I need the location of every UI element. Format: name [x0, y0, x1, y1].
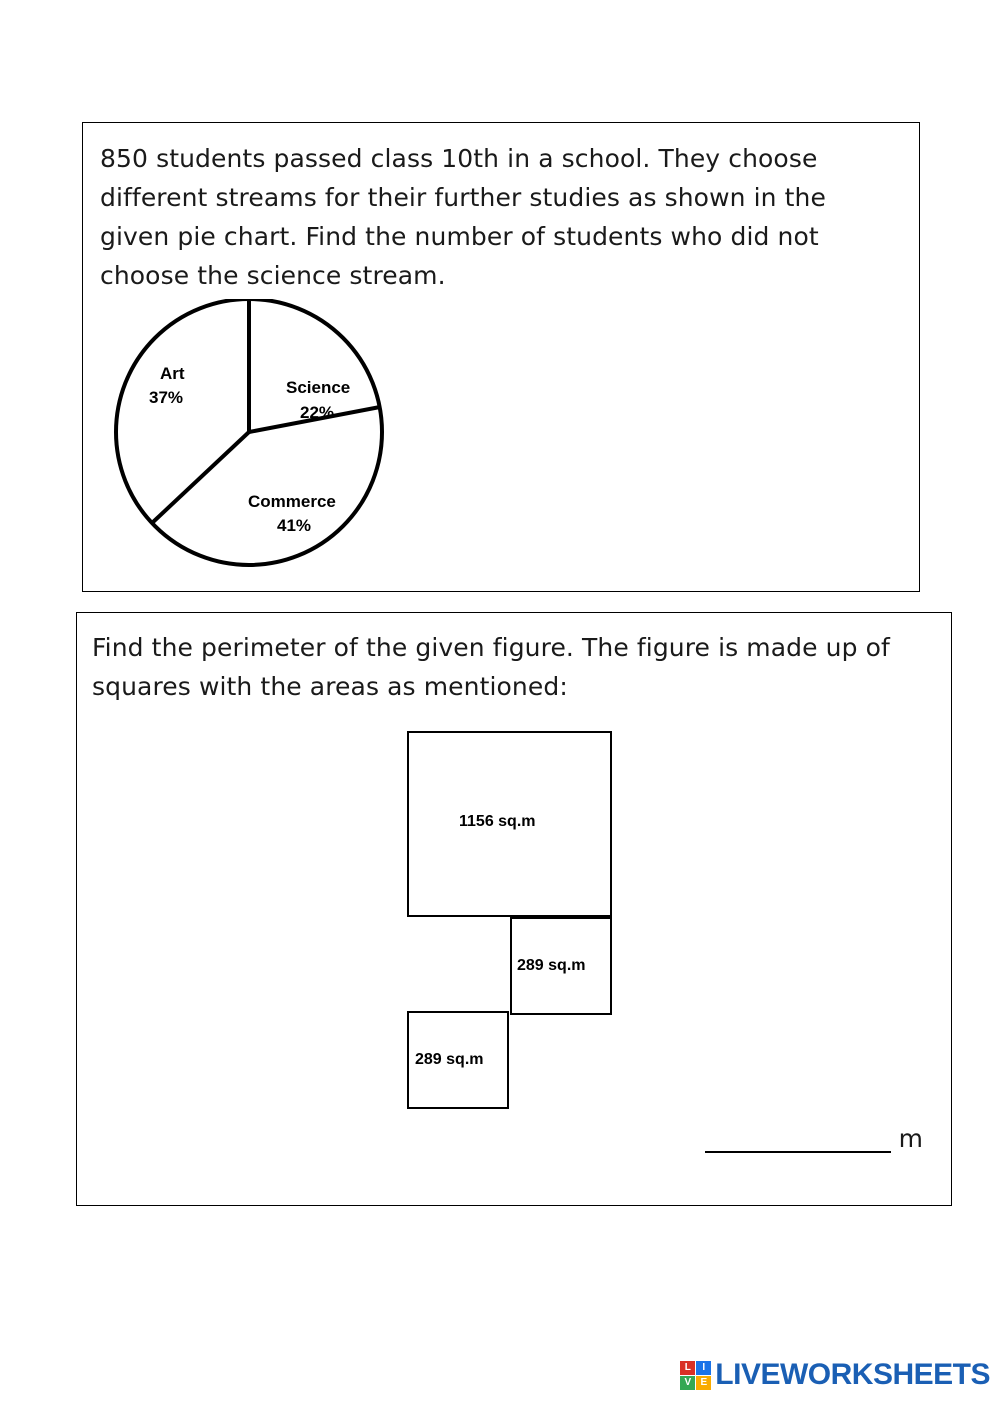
logo-cell-v: V: [680, 1376, 695, 1390]
liveworksheets-logo[interactable]: [680, 1358, 990, 1392]
liveworksheets-logo-icon: [680, 1361, 711, 1390]
pie-chart-figure: [101, 299, 421, 579]
pie-slice-label-science-name: Science: [286, 378, 351, 397]
lower-square-area-label: 289 sq.m: [415, 1051, 484, 1068]
answer-input[interactable]: [705, 1123, 891, 1153]
pie-slice-label-commerce-name: Commerce: [248, 492, 336, 511]
logo-cell-e: E: [696, 1376, 711, 1390]
logo-cell-l: L: [680, 1361, 695, 1375]
middle-square-area-label: 289 sq.m: [517, 957, 586, 974]
question-1-text: 850 students passed class 10th in a school. They choose different streams for their further studies as shown in the given pie chart. Find the number of students who did not choose the science stream.: [100, 144, 826, 290]
question-1-box: [82, 122, 920, 592]
pie-slice-label-science-value: 22%: [300, 403, 335, 422]
pie-slice-label-commerce-value: 41%: [277, 516, 312, 535]
answer-unit-label: m: [898, 1124, 923, 1153]
pie-chart-svg: [101, 299, 421, 579]
pie-slice-label-art-name: Art: [160, 364, 185, 383]
squares-figure: [407, 731, 707, 1101]
answer-area: [705, 1123, 923, 1153]
pie-slice-label-art-value: 37%: [149, 388, 184, 407]
logo-cell-i: I: [696, 1361, 711, 1375]
large-square-area-label: 1156 sq.m: [459, 813, 536, 830]
question-2-text: Find the perimeter of the given figure. The figure is made up of squares with the areas as mentioned:: [92, 633, 890, 701]
liveworksheets-wordmark: LIVEWORKSHEETS: [715, 1358, 990, 1391]
question-2-box: [76, 612, 952, 1206]
